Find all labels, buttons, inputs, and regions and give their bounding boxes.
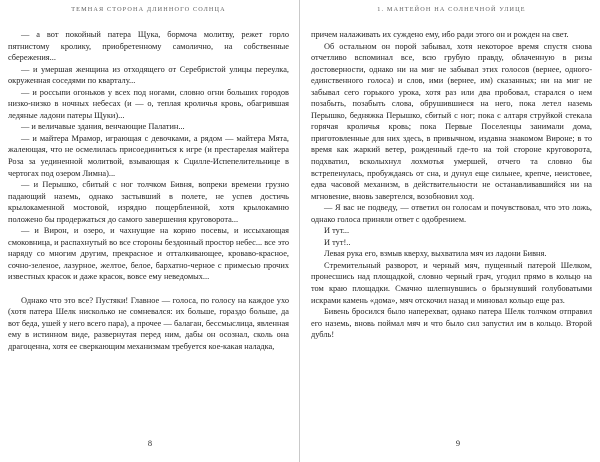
paragraph: Бивень бросился было наперехват, однако патера Шелк толчком отправил его наземь, вновь поймал мяч и что было сил запустил им в кольцо. Второй дубль! [311, 307, 592, 340]
paragraph: — а вот покойный патера Щука, бормоча молитву, режет горло пятнистому кролику, приобретенному самолично, на собственные сбережения... [8, 30, 289, 63]
paragraph: Стремительный разворот, и черный мяч, пущенный патерой Шелком, пронесшись над площадкой, словно черный грач, угодил прямо в кольцо на том краю площадки. Смачно шлепнувшись о брызнувший голубоватыми искрами камень «дома», мяч отскочил назад и миновал кольцо еще раз. [311, 260, 592, 305]
paragraph: Однако что это все? Пустяки! Главное — голоса, по голосу на каждое ухо (хотя патера Шелк нисколько не сомневался: их больше, гораздо больше, да вот беда, ушей у него всего пара), а прочее — балаган, бессмыслица, явленная ему в истинном виде, развернутая перед ним, дабы он осознал, сколь она драгоценна, хотя ее сверкающим механизмам требуется кое-какая наладка, [8, 295, 289, 351]
running-head-right: 1. МАНТЕЙОН НА СОЛНЕЧНОЙ УЛИЦЕ [377, 6, 526, 13]
right-page-body [311, 29, 592, 341]
paragraph: Об остальном он порой забывал, хотя некоторое время спустя снова отчетливо вспоминал все, всю грубую правду, облаченную в ризы достоверности, однако ни на миг не забывал этих голосов (вернее, одного-единственного голоса) и слов, ими (вернее, им) сказанных; ни на миг не забывал сего горького урока, хотя раз или два пробовал, старался о нем позабыть, позабыть слова, обрушившиеся на него, пока летел наземь Перышко, бедняжка Перышко, сбитый с ног; пока с алтаря струйкой стекала горячая кроличья кровь; пока Первые Поселенцы занимали дома, приготовленные для них здесь, в привычном, издавна знакомом Вироне; в то время как жаркий ветер, рожденный где-то на той стороне круговорота, подхватил, всколыхнул лохмотья умершей, отчего та словно бы встрепенулась, пробуждаясь от сна, и дунул еще сильнее, крепче, неистовее, едва часовой механизм, в действительности не останавливавшийся ни на мгновение, вновь завертелся, возобновил ход. [311, 41, 592, 201]
paragraph: — и россыпи огоньков у всех под ногами, словно огни больших городов низко-низко в ночных небесах (и — о, теплая кроличья кровь, обагрившая ледяные ладони патеры Щуки)... [8, 87, 289, 120]
page-number-left: 8 [147, 439, 153, 448]
paragraph: — и величавые здания, венчающие Палатин... [21, 122, 185, 132]
paragraph: — и майтера Мрамор, играющая с девочками, а рядом — майтера Мята, жалеющая, что не осмелилась присоединиться к игре (и престарелая майтера Роза за уединенной молитвой, взывающая к Сцилле-Испепелительнице в чертогах под озером Лимна)... [8, 133, 289, 178]
right-page [300, 0, 600, 462]
running-head-left: ТЕМНАЯ СТОРОНА ДЛИННОГО СОЛНЦА [71, 6, 226, 13]
paragraph: — и Вирон, и озеро, и чахнущие на корню посевы, и иссыхающая смоковница, и распахнутый во все стороны бездонный простор небес... все это наряду со многим другим, прекрасное и отталкивающее, кроваво-красное, сочно-зеленое, лазурное, желтое, белое, бархатно-черное с примесью прочих известных красок и даже красок, вовсе ему неведомых... [8, 226, 289, 282]
left-page-body [8, 29, 289, 352]
paragraph: И тут!.. [324, 237, 351, 247]
paragraph: — и умершая женщина из отходящего от Серебристой улицы переулка, окруженная соседями по кварталу... [8, 64, 289, 86]
page-number-right: 9 [455, 439, 461, 448]
paragraph: Левая рука его, взмыв кверху, выхватила мяч из ладони Бивня. [324, 249, 547, 259]
paragraph: И тут... [324, 226, 350, 236]
paragraph: причем налаживать их суждено ему, ибо ради этого он и рожден на свет. [311, 30, 569, 39]
paragraph: — и Перышко, сбитый с ног толчком Бивня, вопреки времени грузно падающий наземь, однако застывший в полете, не успев достичь крылокаменной мостовой, изрядно пощербленной, хотя крылокамню положено бы продержаться до самого завершения круговорота... [8, 180, 289, 224]
paragraph: — Я вас не подведу, — ответил он голосам и почувствовал, что это ложь, однако голоса приняли ответ с одобрением. [311, 203, 592, 224]
